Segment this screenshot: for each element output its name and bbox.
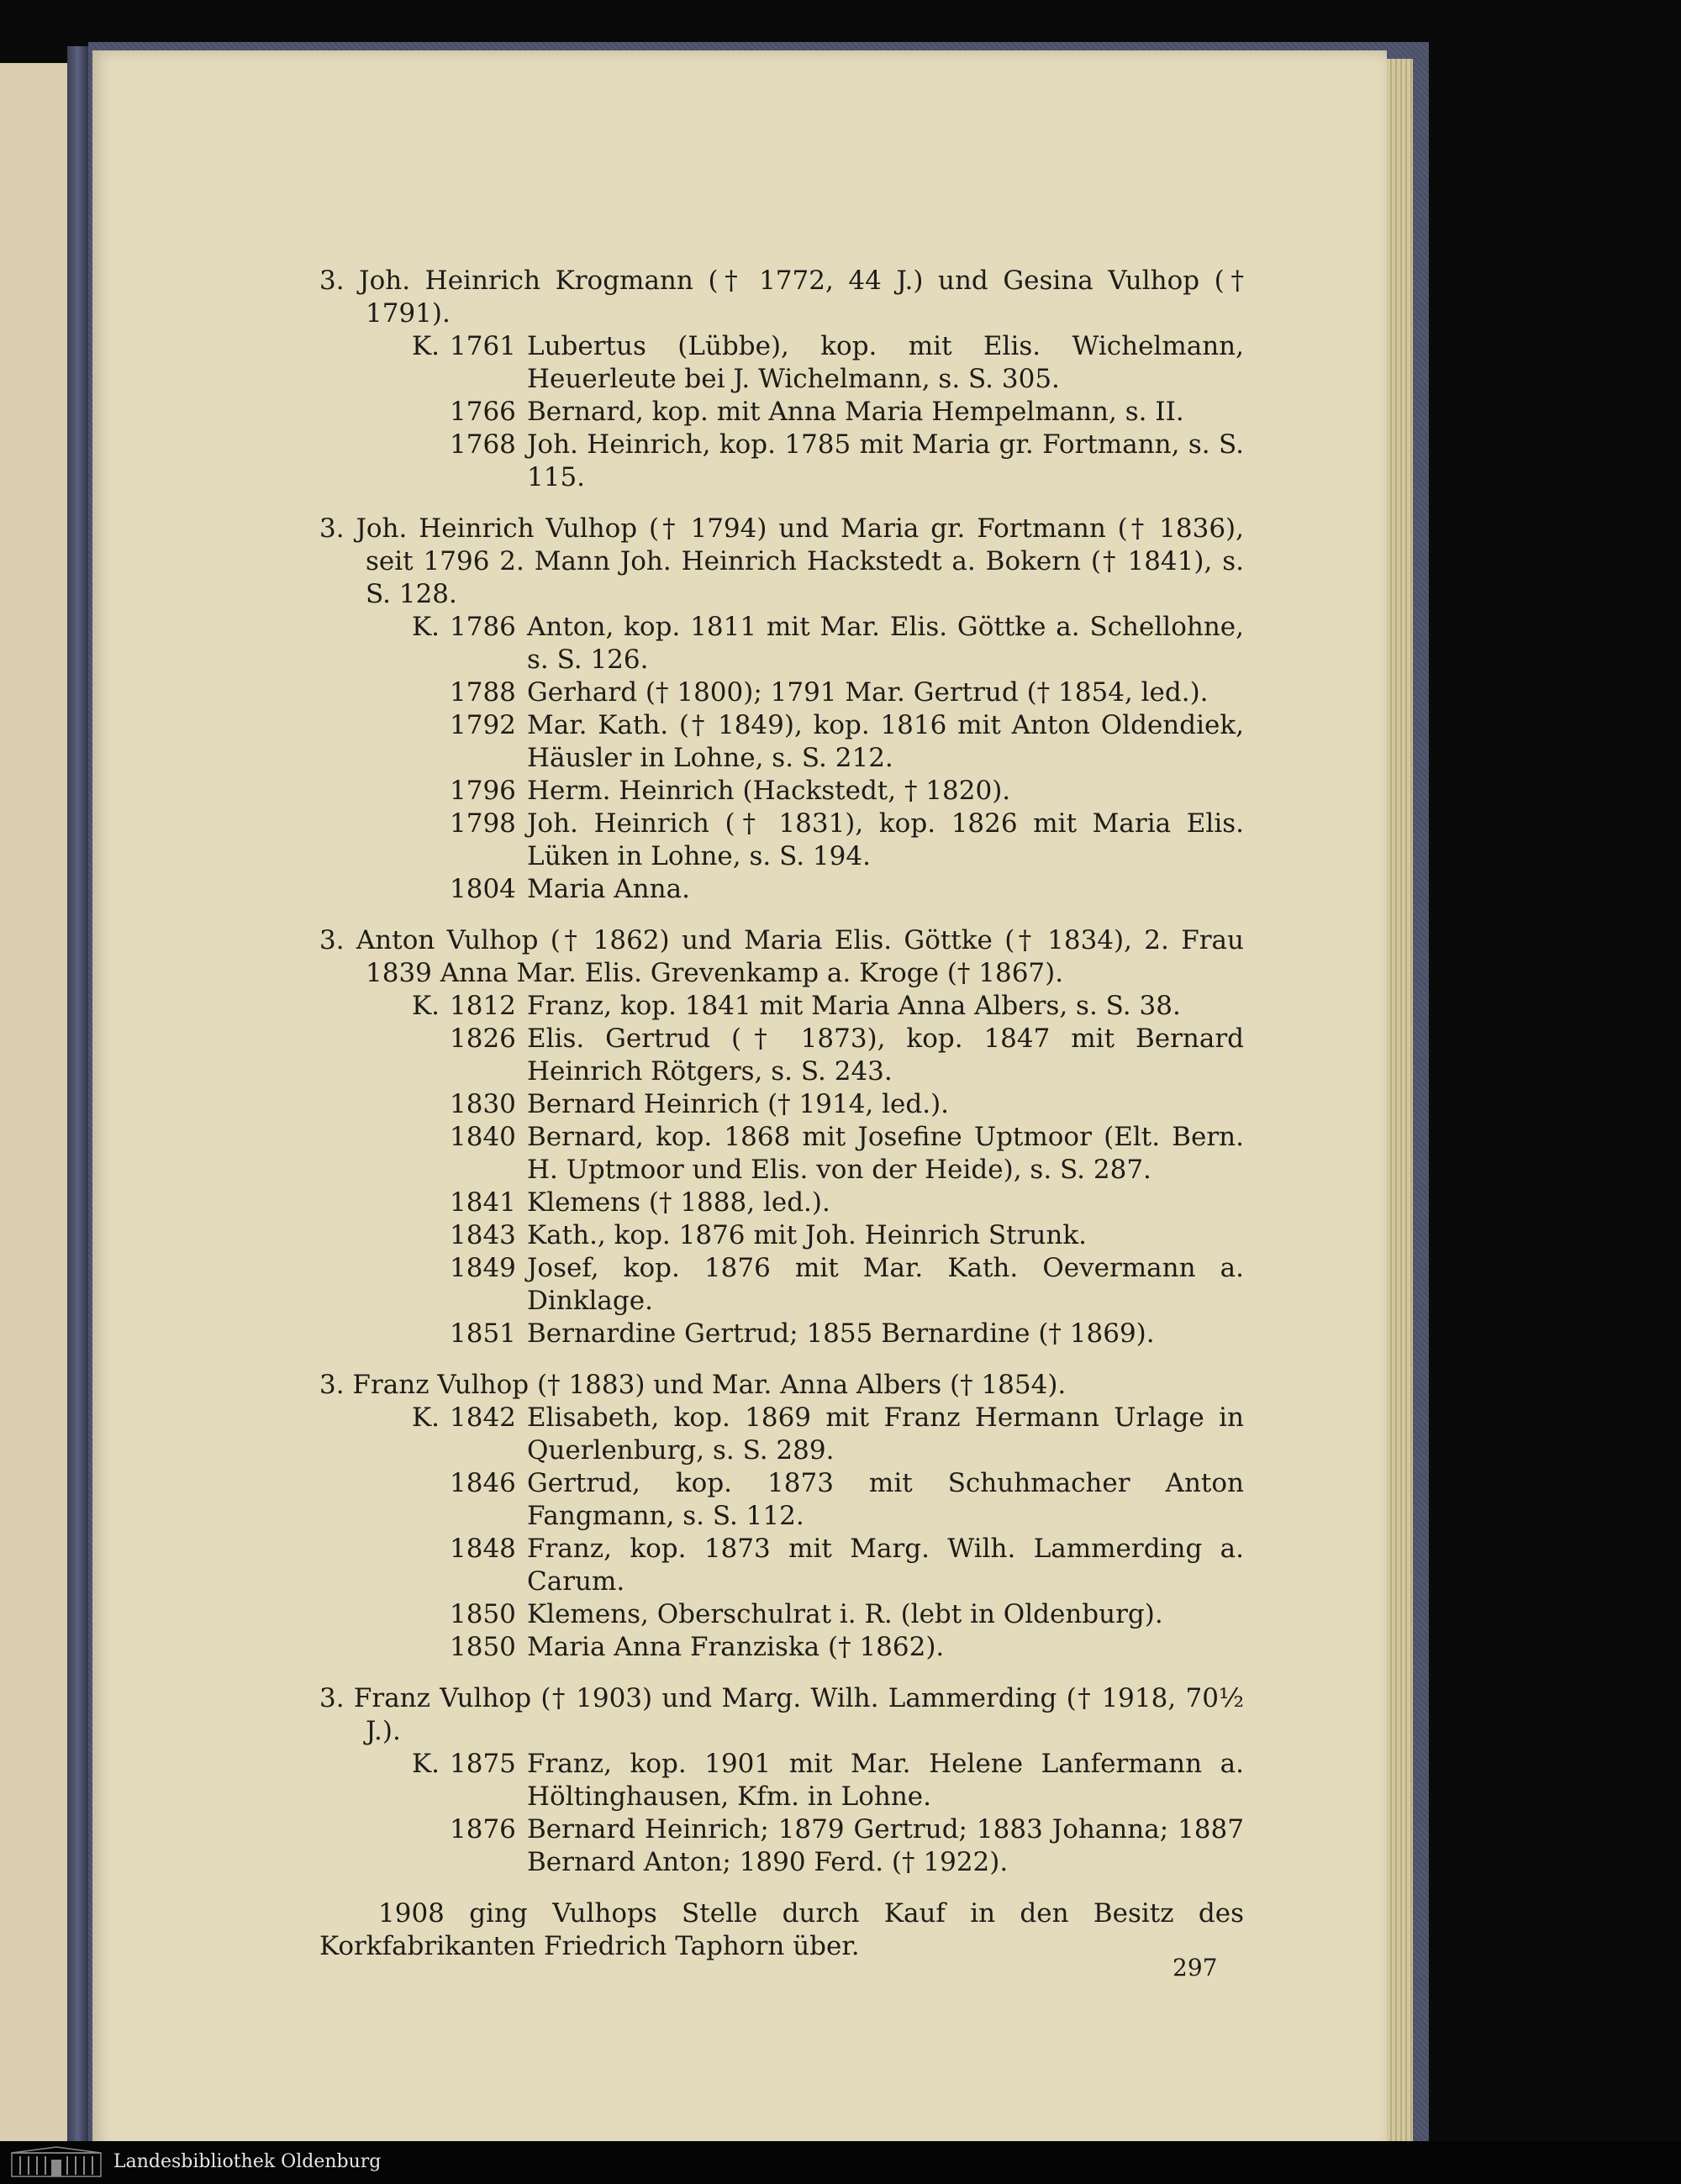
child-year: 1840 <box>450 1122 516 1152</box>
child-year: 1849 <box>450 1253 516 1283</box>
child-marker: K. <box>412 1402 440 1433</box>
child-row <box>319 1088 1244 1121</box>
child-text: Joh. Heinrich, kop. 1785 mit Maria gr. Fortmann, s. S. 115. <box>527 429 1244 492</box>
child-year: 1768 <box>450 429 516 460</box>
child-year: 1851 <box>450 1318 516 1349</box>
family-entry <box>319 1682 1244 1879</box>
child-text: Mar. Kath. († 1849), kop. 1816 mit Anton Oldendiek, Häusler in Lohne, s. S. 212. <box>527 710 1244 773</box>
child-row <box>319 429 1244 494</box>
child-marker <box>412 1252 450 1318</box>
child-row <box>319 1631 1244 1664</box>
child-text: Bernard Heinrich; 1879 Gertrud; 1883 Johanna; 1887 Bernard Anton; 1890 Ferd. († 1922). <box>527 1814 1244 1877</box>
child-year: 1875 <box>450 1749 516 1779</box>
child-row <box>319 1187 1244 1219</box>
child-year: 1850 <box>450 1599 516 1629</box>
entry-header: 3. Franz Vulhop († 1883) und Mar. Anna Albers († 1854). <box>319 1370 1067 1400</box>
child-year: 1876 <box>450 1814 516 1845</box>
child-row <box>319 1318 1244 1350</box>
child-row <box>319 1598 1244 1631</box>
child-row <box>319 1533 1244 1598</box>
child-row <box>319 775 1244 808</box>
family-entry <box>319 924 1244 1350</box>
child-year: 1761 <box>450 331 516 361</box>
child-year: 1843 <box>450 1220 516 1250</box>
book-page <box>92 50 1387 2151</box>
child-marker <box>412 429 450 494</box>
child-text: Kath., kop. 1876 mit Joh. Heinrich Strunk. <box>527 1220 1088 1250</box>
child-marker: K. <box>412 1749 440 1779</box>
child-marker <box>412 1187 450 1219</box>
child-text: Franz, kop. 1873 mit Marg. Wilh. Lammerding a. Carum. <box>527 1534 1244 1597</box>
child-row <box>319 1748 1244 1813</box>
child-year: 1812 <box>450 991 516 1021</box>
entry-header: 3. Joh. Heinrich Vulhop († 1794) und Maria gr. Fortmann († 1836), seit 1796 2. Mann Joh. Heinrich Hackstedt a. Bokern († 1841), s. S. 128. <box>319 513 1244 609</box>
book-gutter <box>67 46 88 2164</box>
library-building-icon <box>10 2146 103 2178</box>
child-row <box>319 709 1244 775</box>
child-year: 1798 <box>450 808 516 839</box>
child-text: Elisabeth, kop. 1869 mit Franz Hermann Urlage in Querlenburg, s. S. 289. <box>527 1402 1244 1466</box>
child-row <box>319 1467 1244 1533</box>
child-text: Gerhard († 1800); 1791 Mar. Gertrud († 1854, led.). <box>527 677 1209 708</box>
child-text: Klemens († 1888, led.). <box>527 1187 830 1218</box>
child-text: Bernard, kop. 1868 mit Josefine Uptmoor (Elt. Bern. H. Uptmoor und Elis. von der Heide), s. S. 287. <box>527 1122 1244 1185</box>
child-row <box>319 611 1244 676</box>
family-entry <box>319 265 1244 494</box>
child-year: 1846 <box>450 1468 516 1498</box>
child-text: Anton, kop. 1811 mit Mar. Elis. Göttke a. Schellohne, s. S. 126. <box>527 612 1244 675</box>
child-text: Gertrud, kop. 1873 mit Schuhmacher Anton Fangmann, s. S. 112. <box>527 1468 1244 1531</box>
child-year: 1850 <box>450 1632 516 1662</box>
child-year: 1788 <box>450 677 516 708</box>
child-marker: K. <box>412 612 440 642</box>
child-row <box>319 676 1244 709</box>
left-page-edge <box>0 63 70 2147</box>
child-marker <box>412 1318 450 1350</box>
child-text: Josef, kop. 1876 mit Mar. Kath. Oevermann a. Dinklage. <box>527 1253 1244 1316</box>
child-year: 1826 <box>450 1024 516 1054</box>
child-marker <box>412 1533 450 1598</box>
child-marker <box>412 1121 450 1187</box>
entry-header: 3. Joh. Heinrich Krogmann († 1772, 44 J.) und Gesina Vulhop († 1791). <box>319 266 1244 329</box>
page-content <box>319 265 1244 1963</box>
child-marker <box>412 676 450 709</box>
child-row <box>319 1023 1244 1088</box>
child-year: 1792 <box>450 710 516 740</box>
child-year: 1786 <box>450 612 516 642</box>
child-year: 1841 <box>450 1187 516 1218</box>
child-year: 1848 <box>450 1534 516 1564</box>
child-row <box>319 396 1244 429</box>
child-row <box>319 1402 1244 1467</box>
child-marker <box>412 808 450 873</box>
child-text: Joh. Heinrich († 1831), kop. 1826 mit Maria Elis. Lüken in Lohne, s. S. 194. <box>527 808 1244 871</box>
child-row <box>319 1121 1244 1187</box>
child-marker: K. <box>412 991 440 1021</box>
child-year: 1796 <box>450 776 516 806</box>
child-marker <box>412 396 450 429</box>
child-marker <box>412 1467 450 1533</box>
child-text: Klemens, Oberschulrat i. R. (lebt in Oldenburg). <box>527 1599 1163 1629</box>
child-row <box>319 1252 1244 1318</box>
child-year: 1804 <box>450 874 516 904</box>
child-text: Bernardine Gertrud; 1855 Bernardine († 1869). <box>527 1318 1155 1349</box>
child-text: Maria Anna Franziska († 1862). <box>527 1632 945 1662</box>
child-marker <box>412 873 450 906</box>
child-text: Herm. Heinrich (Hackstedt, † 1820). <box>527 776 1011 806</box>
child-text: Franz, kop. 1841 mit Maria Anna Albers, s. S. 38. <box>527 991 1181 1021</box>
child-marker <box>412 1631 450 1664</box>
child-row <box>319 1813 1244 1879</box>
child-marker <box>412 1023 450 1088</box>
child-year: 1830 <box>450 1089 516 1119</box>
family-entry <box>319 513 1244 906</box>
child-row <box>319 873 1244 906</box>
child-marker <box>412 1598 450 1631</box>
child-row <box>319 1219 1244 1252</box>
child-text: Maria Anna. <box>527 874 690 904</box>
child-row <box>319 808 1244 873</box>
closing-paragraph: 1908 ging Vulhops Stelle durch Kauf in den Besitz des Korkfabrikanten Friedrich Taphorn über. <box>319 1898 1244 1961</box>
entry-header: 3. Anton Vulhop († 1862) und Maria Elis. Göttke († 1834), 2. Frau 1839 Anna Mar. Elis. Grevenkamp a. Kroge († 1867). <box>319 925 1244 988</box>
child-year: 1766 <box>450 397 516 427</box>
child-marker <box>412 1813 450 1879</box>
child-marker <box>412 775 450 808</box>
child-marker <box>412 709 450 775</box>
footer-library-name: Landesbibliothek Oldenburg <box>113 2151 382 2172</box>
entry-header: 3. Franz Vulhop († 1903) und Marg. Wilh. Lammerding († 1918, 70½ J.). <box>319 1683 1244 1746</box>
footer-bar <box>0 2141 1681 2184</box>
child-marker <box>412 1219 450 1252</box>
page-number: 297 <box>1172 1954 1218 1981</box>
child-text: Franz, kop. 1901 mit Mar. Helene Lanfermann a. Höltinghausen, Kfm. in Lohne. <box>527 1749 1244 1812</box>
child-marker <box>412 1088 450 1121</box>
child-marker: K. <box>412 331 440 361</box>
child-row <box>319 990 1244 1023</box>
child-text: Lubertus (Lübbe), kop. mit Elis. Wichelmann, Heuerleute bei J. Wichelmann, s. S. 305. <box>527 331 1244 394</box>
child-text: Bernard, kop. mit Anna Maria Hempelmann, s. II. <box>527 397 1184 427</box>
child-text: Bernard Heinrich († 1914, led.). <box>527 1089 950 1119</box>
child-text: Elis. Gertrud († 1873), kop. 1847 mit Bernard Heinrich Rötgers, s. S. 243. <box>527 1024 1244 1087</box>
child-year: 1842 <box>450 1402 516 1433</box>
child-row <box>319 330 1244 396</box>
family-entry <box>319 1369 1244 1664</box>
